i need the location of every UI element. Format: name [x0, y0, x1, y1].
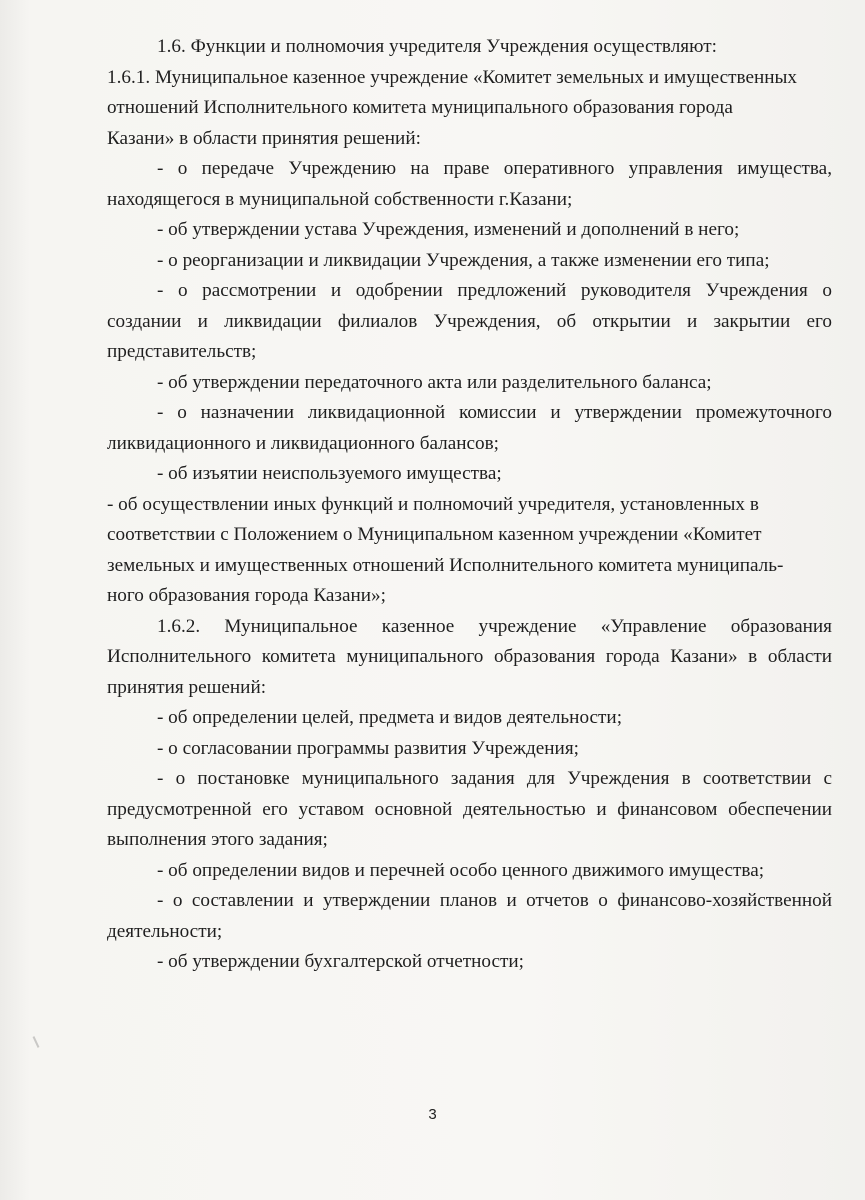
item-accounting-reports: - об утверждении бухгалтерской отчетности; [157, 951, 524, 972]
item-development-program: - о согласовании программы развития Учреждения; [157, 737, 579, 759]
item-reorganization: - о реорганизации и ликвидации Учреждения, а также изменении его типа; [157, 249, 770, 271]
document-body [107, 32, 832, 978]
item-other-functions-line3: земельных и имущественных отношений Исполнительного комитета муниципаль- [107, 554, 784, 576]
page-number: 3 [428, 1106, 437, 1123]
item-liquidation-commission: - о назначении ликвидационной комиссии и утверждении промежуточного ликвидационного и ликвидационного балансов; [107, 402, 832, 454]
paragraph-1-6: 1.6. Функции и полномочия учредителя Учреждения осуществляют: [157, 36, 717, 57]
item-valuable-property: - об определении видов и перечней особо ценного движимого имущества; [157, 859, 765, 881]
item-branches: - о рассмотрении и одобрении предложений руководителя Учреждения о создании и ликвидации филиалов Учреждения, об открытии и закрытии его представительств; [107, 280, 832, 362]
item-other-functions-line1: - об осуществлении иных функций и полномочий учредителя, установленных в [107, 493, 759, 515]
item-transfer-property: - о передаче Учреждению на праве оперативного управления имущества, находящегося в муниципальной собственности г.Казани; [107, 158, 832, 210]
item-other-functions-line4: ного образования города Казани»; [107, 585, 386, 606]
paragraph-1-6-1-line1: 1.6.1. Муниципальное казенное учреждение «Комитет земельных и имущественных [107, 66, 797, 88]
paragraph-1-6-2: 1.6.2. Муниципальное казенное учреждение «Управление образования Исполнительного комитета муниципального образования города Казани» в области принятия решений: [107, 615, 832, 698]
item-approve-charter: - об утверждении устава Учреждения, изменений и дополнений в него; [157, 219, 740, 240]
item-seizure: - об изъятии неиспользуемого имущества; [157, 463, 502, 484]
paragraph-1-6-1-line3: Казани» в области принятия решений: [107, 127, 421, 149]
item-goals: - об определении целей, предмета и видов деятельности; [157, 707, 623, 728]
item-municipal-task: - о постановке муниципального задания для Учреждения в соответствии с предусмотренной его уставом основной деятельностью и финансовом обеспечении выполнения этого задания; [107, 768, 832, 850]
scan-speck [453, 715, 456, 718]
item-other-functions-line2: соответствии с Положением о Муниципальном казенном учреждении «Комитет [107, 524, 762, 545]
item-financial-plans: - о составлении и утверждении планов и отчетов о финансово-хозяйственной деятельности; [107, 890, 832, 942]
paragraph-1-6-1-line2: отношений Исполнительного комитета муниципального образования города [107, 97, 733, 118]
scan-speck [33, 1036, 40, 1048]
item-transfer-act: - об утверждении передаточного акта или разделительного баланса; [157, 371, 712, 393]
